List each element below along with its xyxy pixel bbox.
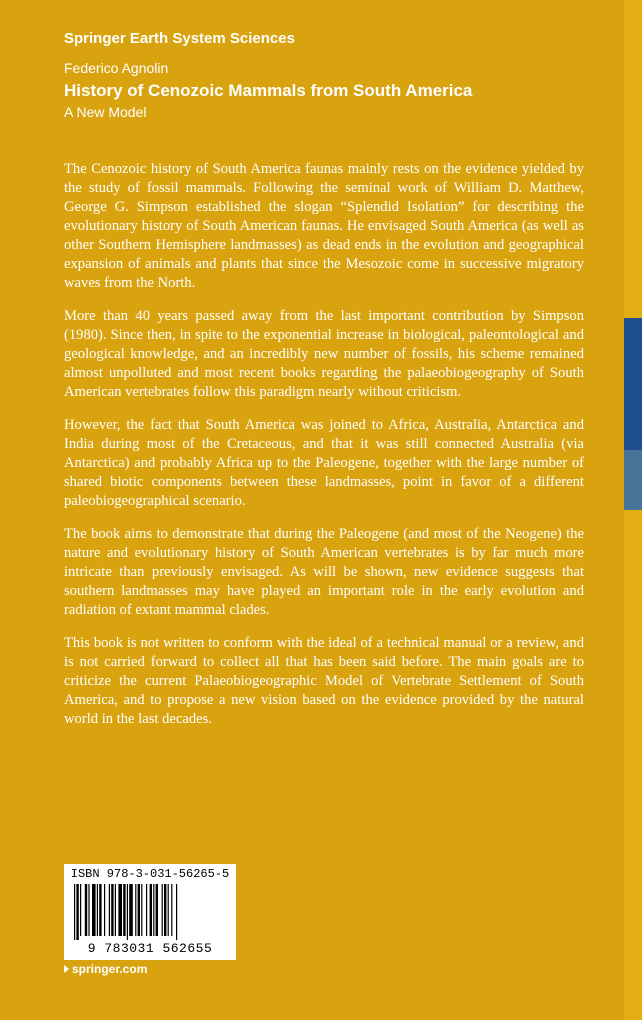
blurb-paragraph: The book aims to demonstrate that during the Paleogene (and most of the Neogene) the nature and evolutionary history of South American vertebrates is by far much more intricate than previously envisaged. As will be shown, new evidence suggests that southern landmasses may have played an important role in the early evolution and radiation of extant mammal clades. [64,526,584,618]
blurb-paragraph: However, the fact that South America was joined to Africa, Australia, Antarctica and India during most of the Cretaceous, and that it was still connected Australia (via Antarctica) and probably Africa up to the Paleogene, together with the large number of shared biotic components between these landmasses, point in favor of a different paleobiogeographical scenario. [64,417,584,509]
author-name: Federico Agnolin [64,60,169,76]
barcode-icon [74,884,226,940]
website-label: springer.com [72,962,148,976]
blurb-paragraph: The Cenozoic history of South America faunas mainly rests on the evidence yielded by the study of fossil mammals. Following the seminal work of William D. Matthew, George G. Simpson established the slogan “Splendid Isolation” for describing the evolutionary history of South American faunas. He envisaged South America (as well as other Southern Hemisphere landmasses) as dead ends in the evolution and geographical expansion of animals and plants that since the Mesozoic come in successive migratory waves from the North. [64,161,584,291]
book-subtitle: A New Model [64,104,147,120]
arrow-right-icon [64,965,69,973]
publisher-website[interactable] [64,962,147,976]
isbn-barcode-box [64,864,236,960]
blurb-paragraph: This book is not written to conform with the ideal of a technical manual or a review, and is not carried forward to collect all that has been said before. The main goals are to criticize the current Palaeobiogeographic Model of Vertebrate Settlement of South America, and to propose a new vision based on the evidence provided by the natural world in the last decades. [64,635,584,727]
book-title: History of Cenozoic Mammals from South America [64,81,473,100]
blurb-paragraph: More than 40 years passed away from the last important contribution by Simpson (1980). Since then, in spite to the exponential increase in biological, paleontological and geological knowledge, and an incredibly new number of fossils, his scheme remained almost unpolluted and most recent books regarding the palaeobiogeography of South American vertebrates follow this paradigm nearly without criticism. [64,308,584,400]
spine-blue-band-light [624,450,642,510]
spine-edge-strip [624,0,642,1020]
barcode-digits: 9 783031 562655 [87,941,213,956]
spine-blue-band [624,318,642,450]
blurb-text [64,160,584,743]
series-name: Springer Earth System Sciences [64,30,295,47]
isbn-label: ISBN 978-3-031-56265-5 [70,867,230,881]
